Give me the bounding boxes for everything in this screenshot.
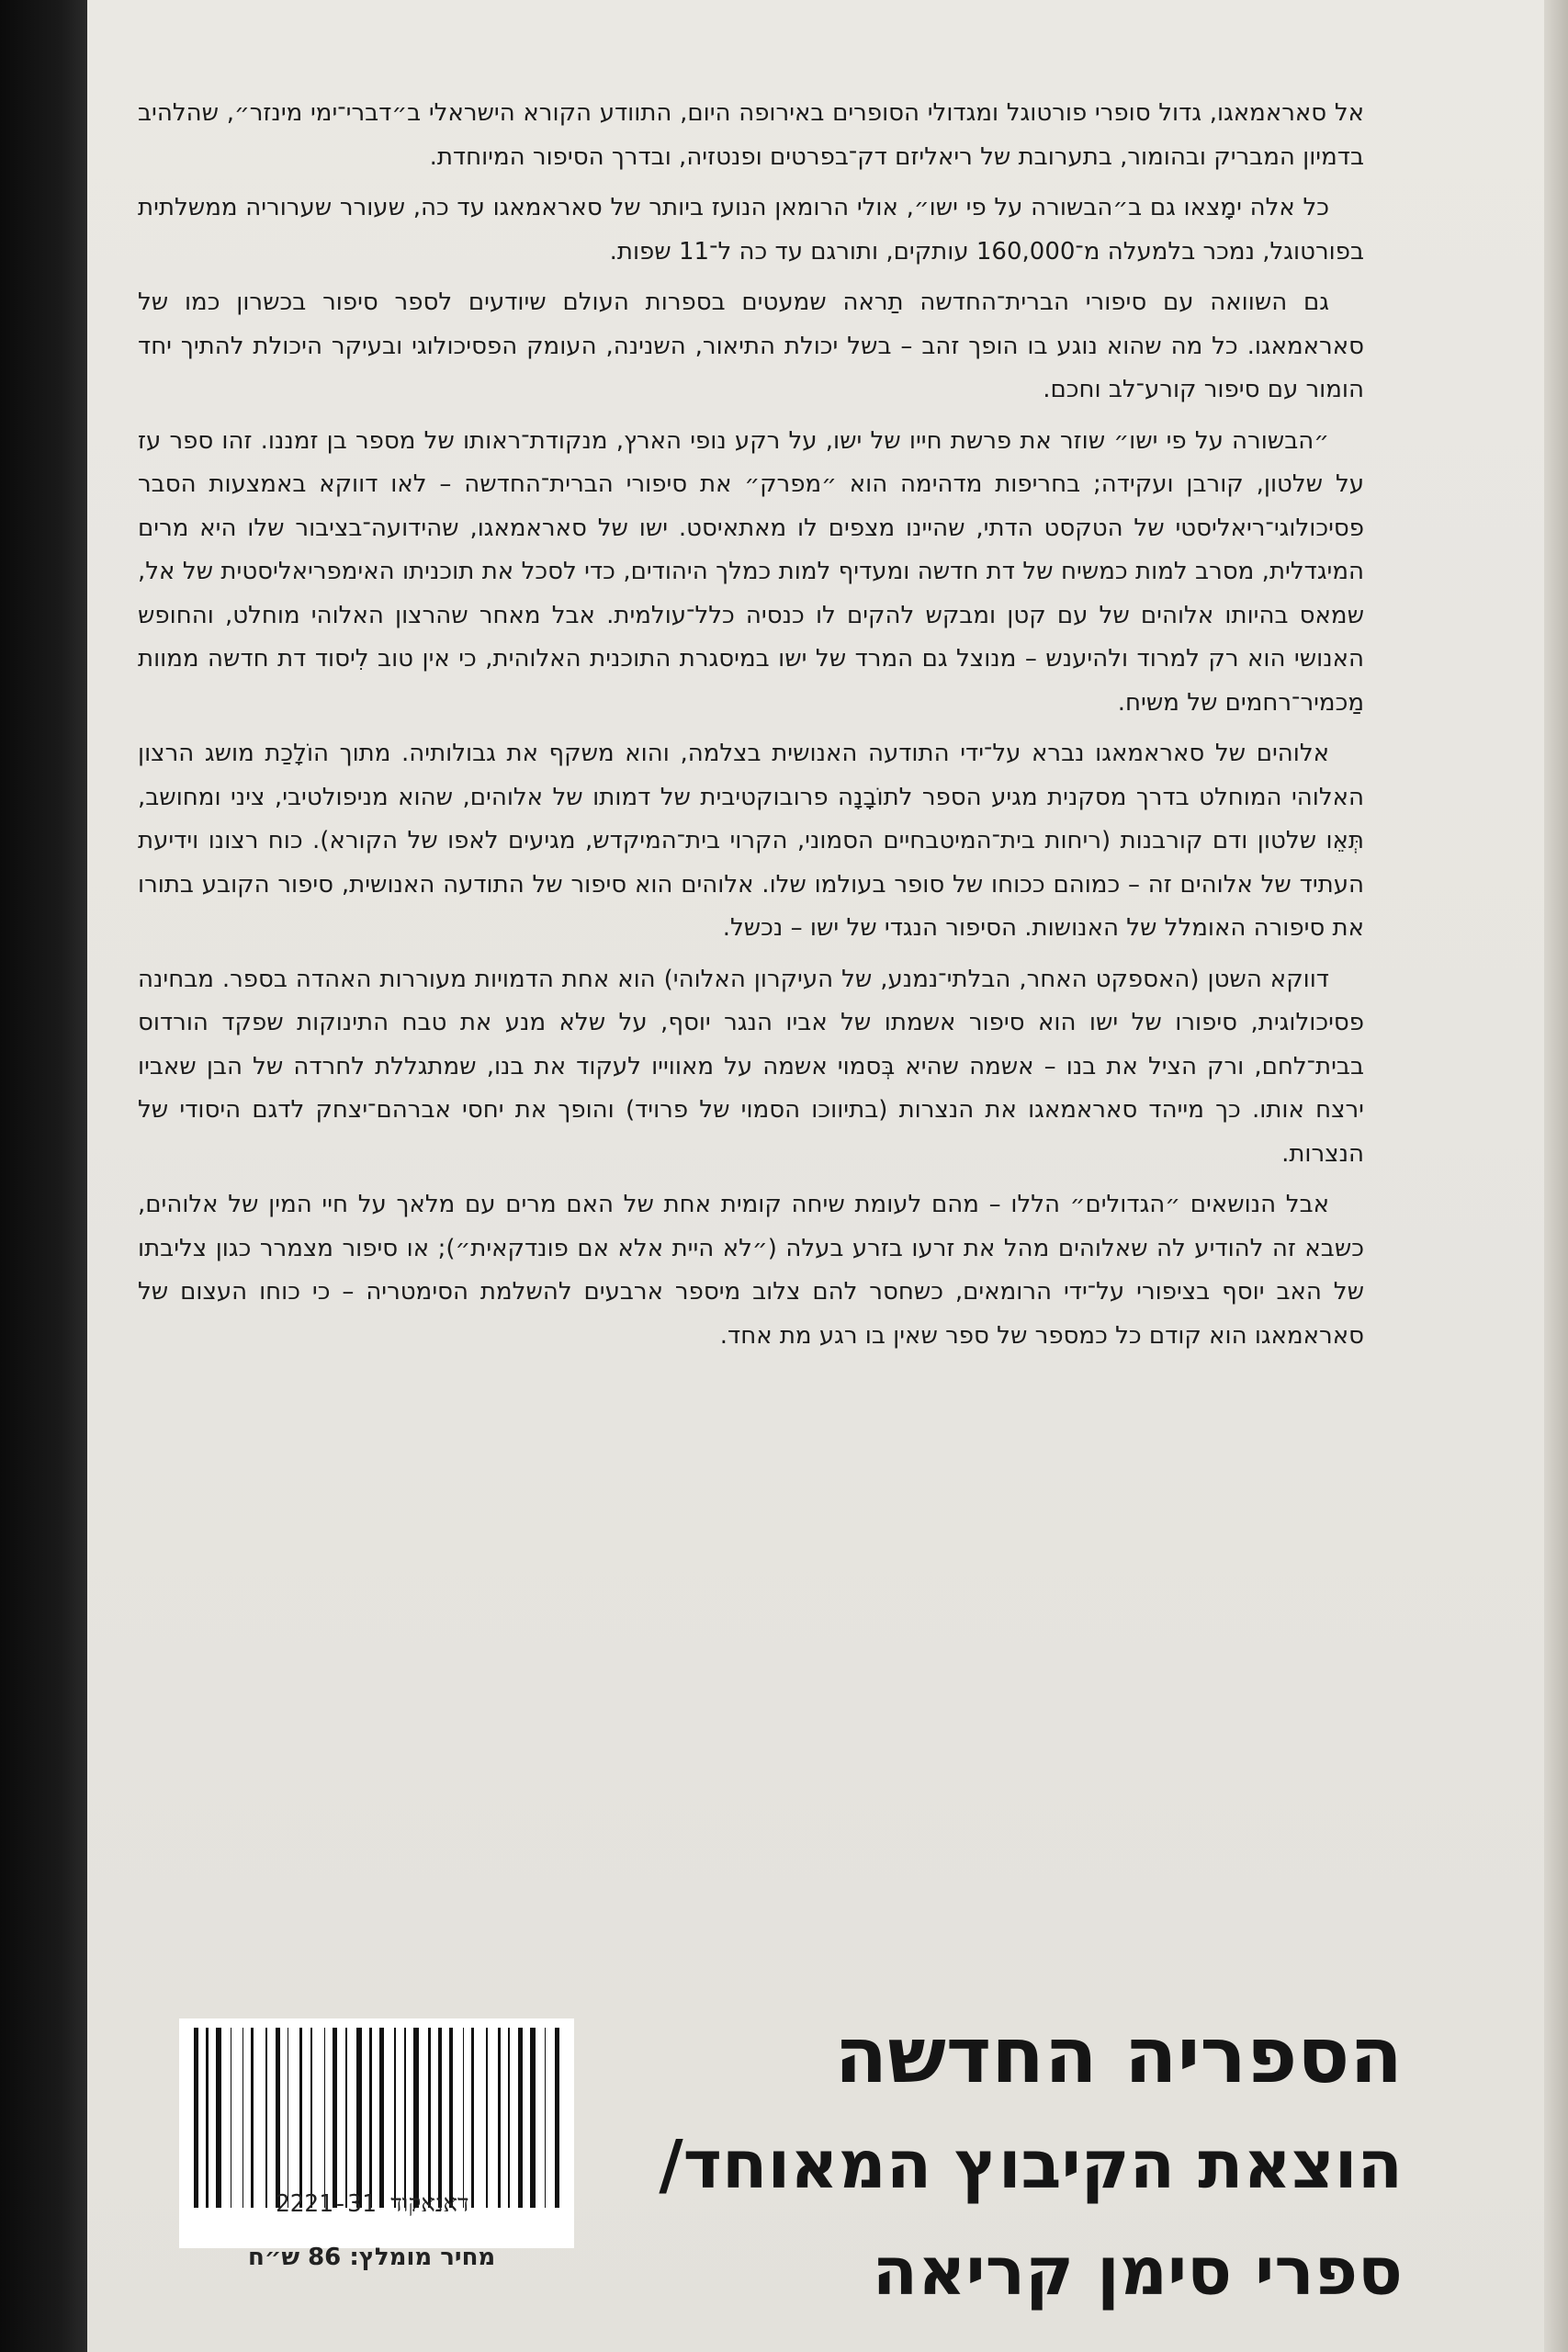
barcode-bar [409,2028,411,2208]
publisher-name: הוצאת הקיבוץ המאוחד/ [659,2126,1403,2203]
barcode-bar [538,2028,541,2208]
barcode-bar [525,2028,527,2208]
blurb-paragraph-3: גם השוואה עם סיפורי הברית־החדשה תַראה שמעטים בספרות העולם שיודעים לספר סיפור בכשרון כמו של סאראמאגו. כל מה שהוא נוגע בו הופך זהב – בשל יכולת התיאור, השנינה, העומק הפסיכולוגי ובעיקר היכולת להתיך יחד הומור עם סיפור קורע־לב וחכם. [138,288,1364,403]
blurb-paragraph-5: אלוהים של סאראמאגו נברא על־ידי התודעה האנושית בצלמה, והוא משקף את גבולותיה. מתוך הוֹלָכַת מושג הרצון האלוהי המוחלט בדרך מסקנית מגיע הספר לתוֹבָנָה פרובוקטיבית של דמותו של אלוהים, שהוא מניפולטיבי, ציני ומחושב, תְּאֵו שלטון ודם קורבנות (ריחות בית־המיטבחיים הסמוני, הקרוי בית־המיקדש, מגיעים לאפו של הקורא). כוח רצונו וידיעת העתיד של אלוהים זה – כמוהם ככוחו של סופר בעולמו שלו. אלוהים הוא סיפור של התודעה האנושית, סיפור הקובע בתורו את סיפורה האומלל של האנושות. הסיפור הנגדי של ישו – נכשל. [138,740,1364,942]
barcode-bar [340,2028,343,2208]
barcode-bar [328,2028,330,2208]
barcode-bar [315,2028,321,2208]
blurb-paragraph-1: אל סאראמאגו, גדול סופרי פורטוגל ומגדולי הסופרים באירופה היום, התוודע הקורא הישראלי ב״דברי־ימי מינזר״, שהלהיב בדמיון המבריק ובהומור, בתערובת של ריאליזם דק־בפרטים ופנטזיה, ובדרך הסיפור המיוחדת. [138,99,1364,171]
barcode-bar [345,2028,347,2208]
barcode-bar [498,2028,501,2208]
barcode-bar [434,2028,435,2208]
barcode-bar [549,2028,552,2208]
barcode-bar [555,2028,559,2208]
barcode-bar [292,2028,297,2208]
barcode-bar [394,2028,396,2208]
blurb-paragraph-7: אבל הנושאים ״הגדולים״ הללו – מהם לעומת שיחה קומית אחת של האם מרים עם מלאך על חיי המין של אלוהים, כשבא זה להודיע לה שאלוהים מהל את זרעו בזרע בעלה (״לא היית אלא אם פונדקאית״); או סיפור מצמרר כגון צליבתו של האב יוסף בציפורי על־ידי הרומאים, כשחסר להם צלוב מיספר ארבעים להשלמת הסימטריה – כי כוחו העצום של סאראמאגו הוא קודם כל כמספר של ספר שאין בו רגע מת אחד. [138,1191,1364,1350]
barcode-bar [276,2028,280,2208]
barcode-bar [513,2028,515,2208]
dannacode-number: דאנאקוד 2221-31 [276,2190,469,2218]
barcode-bar [486,2028,488,2208]
barcode-bar [491,2028,495,2208]
barcode-bar [508,2028,510,2208]
barcode-bar [456,2028,460,2208]
barcode-bar [206,2028,209,2208]
barcode-bar [270,2028,273,2208]
blurb-paragraph-4: ״הבשורה על פי ישו״ שוזר את פרשת חייו של ישו, על רקע נופי הארץ, מנקודת־ראותו של מספר בן זמננו. זהו ספר עז על שלטון, קורבן ועקידה; בחריפות מדהימה הוא ״מפרק״ את סיפורי הברית־החדשה – לאו דווקא באמצעות הסבר פסיכולוגי־ריאליסטי של הטקסט הדתי, שהיינו מצפים לו מאתאיסט. ישו של סאראמאגו, שהידועה־בציבור שלו היא מרים המיגדלית, מסרב למות כמשיח של דת חדשה ומעדיף למות כמלך היהודים, כדי לסכל את תוכניתו האימפריאליסטית של אל, שמאס בהיותו אלוהים של עם קטן ומבקש להקים לו כנסיה כלל־עולמית. אבל מאחר שהרצון האלוהי מוחלט, והחופש האנושי הוא רק למרוד ולהיענש – מנוצל גם המרד של ישו במיסגרת התוכנית האלוהית, כי אין טוב לִיסוד דת חדשה ממוות מַכמיר־רחמים של משיח. [138,426,1364,717]
barcode-bar [356,2028,362,2208]
barcode-bar [251,2028,254,2208]
publisher-series-title: הספריה החדשה [834,2010,1403,2100]
barcode-bar [518,2028,523,2208]
barcode [194,2028,559,2208]
barcode-bar [503,2028,505,2208]
blurb-text [138,92,1364,1365]
barcode-bar [265,2028,267,2208]
barcode-bar [235,2028,240,2208]
barcode-bar [369,2028,372,2208]
recommended-price: מחיר מומלץ: 86 ש״ח [248,2244,496,2271]
barcode-bar [365,2028,367,2208]
barcode-bar [449,2028,452,2208]
barcode-bar [256,2028,262,2208]
barcode-bar [243,2028,244,2208]
barcode-bar [246,2028,248,2208]
barcode-bar [333,2028,337,2208]
barcode-bar [387,2028,391,2208]
barcode-bar [201,2028,203,2208]
barcode-bar [545,2028,547,2208]
barcode-bar [468,2028,469,2208]
barcode-bar [399,2028,401,2208]
blurb-paragraph-2: כל אלה ימָצאו גם ב״הבשורה על פי ישו״, אולי הרומאן הנועז ביותר של סאראמאגו עד כה, שעורר שערוריה ממשלתית בפורטוגל, נמכר בלמעלה מ־160,000 עותקים, ותורגם עד כה ל־11 שפות. [138,194,1364,266]
barcode-bar [404,2028,406,2208]
barcode-bar [530,2028,536,2208]
barcode-bar [288,2028,289,2208]
barcode-bar [231,2028,232,2208]
barcode-bar [194,2028,198,2208]
barcode-bar [478,2028,483,2208]
barcode-bar [310,2028,312,2208]
barcode-bar [446,2028,447,2208]
barcode-bar [375,2028,377,2208]
publisher-imprint: ספרי סימן קריאה [872,2233,1403,2310]
barcode-bar [379,2028,384,2208]
barcode-bar [422,2028,424,2208]
barcode-bar [438,2028,443,2208]
barcode-bar [471,2028,474,2208]
barcode-bar [224,2028,227,2208]
barcode-bar [299,2028,302,2208]
barcode-bar [305,2028,308,2208]
barcode-bar [428,2028,431,2208]
barcode-bar [463,2028,465,2208]
barcode-bar [324,2028,326,2208]
cover-edge [1544,0,1568,2352]
barcode-bar [413,2028,419,2208]
barcode-bar [350,2028,353,2208]
barcode-bar [211,2028,213,2208]
blurb-paragraph-6: דווקא השטן (האספקט האחר, הבלתי־נמנע, של העיקרון האלוהי) הוא אחת הדמויות מעוררות האהדה בספר. מבחינה פסיכולוגית, סיפורו של ישו הוא סיפור אשמתו של אביו הנגר יוסף, על שלא מנע את טבח התינוקות שפקד הורדוס בבית־לחם, ורק הציל את בנו – אשמה שהיא בְּסמוי אשמה על מאווייו לעקוד את בנו, שמתגללת לחרדה של הבן שאביו ירצח אותו. כך מייהד סאראמאגו את הנצרות (בתיווכו הסמוי של פרויד) והופך את יחסי אברהם־יצחק לדגם היסודי של הנצרות. [138,965,1364,1168]
book-spine [0,0,87,2352]
barcode-bar [216,2028,221,2208]
barcode-bar [283,2028,285,2208]
